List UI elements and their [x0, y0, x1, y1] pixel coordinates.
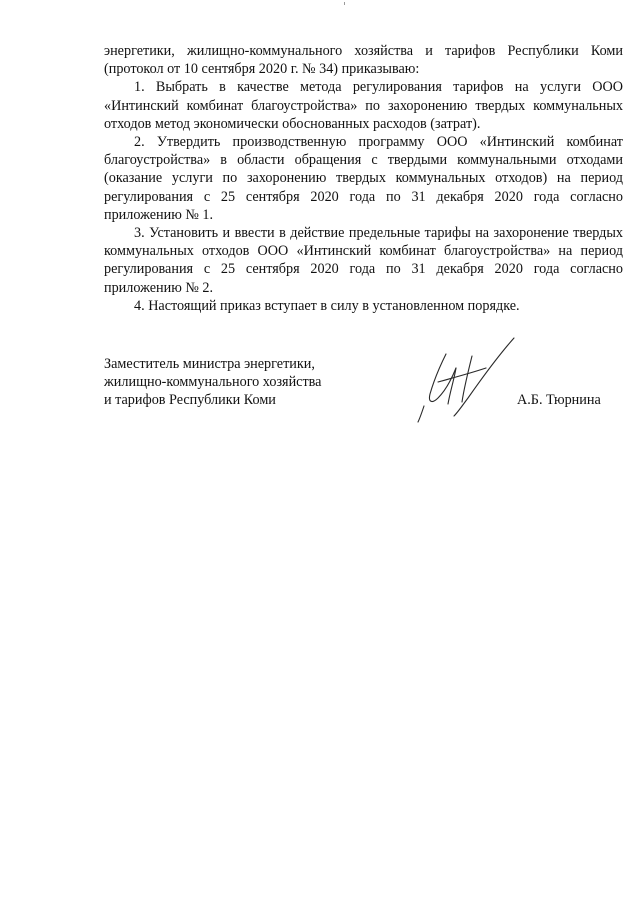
paragraph-intro: энергетики, жилищно-коммунального хозяйства и тарифов Республики Коми (протокол от 10 сентября 2020 г. № 34) приказываю:: [104, 43, 623, 78]
position-line: и тарифов Республики Коми: [104, 392, 276, 409]
paragraph-item-4: 4. Настоящий приказ вступает в силу в установленном порядке.: [134, 297, 520, 314]
paragraph-item-3: 3. Установить и ввести в действие предельные тарифы на захоронение твердых коммунальных отходов ООО «Интинский комбинат благоустройства» на период регулирования с 25 сентября 2020 года по 31 декабря 2020 года согласно приложению № 2.: [104, 225, 623, 296]
scan-mark: [344, 2, 345, 5]
signer-name: А.Б. Тюрнина: [517, 392, 601, 408]
position-line: Заместитель министра энергетики,: [104, 356, 315, 372]
paragraph-item-2: 2. Утвердить производственную программу ООО «Интинский комбинат благоустройства» в области обращения с твердыми коммунальными отходами (оказание услуги по захоронению твердых коммунальных отходов) на период регулирования с 25 сентября 2020 года по 31 декабря 2020 года согласно приложению № 1.: [104, 134, 623, 223]
document-body: [104, 42, 623, 315]
signatory-position: [104, 355, 364, 410]
position-line: жилищно-коммунального хозяйства: [104, 374, 322, 391]
handwritten-signature: [410, 332, 520, 424]
paragraph-item-1: 1. Выбрать в качестве метода регулирования тарифов на услуги ООО «Интинский комбинат благоустройства» по захоронению твердых коммунальных отходов метод экономически обоснованных расходов (затрат).: [104, 79, 623, 132]
